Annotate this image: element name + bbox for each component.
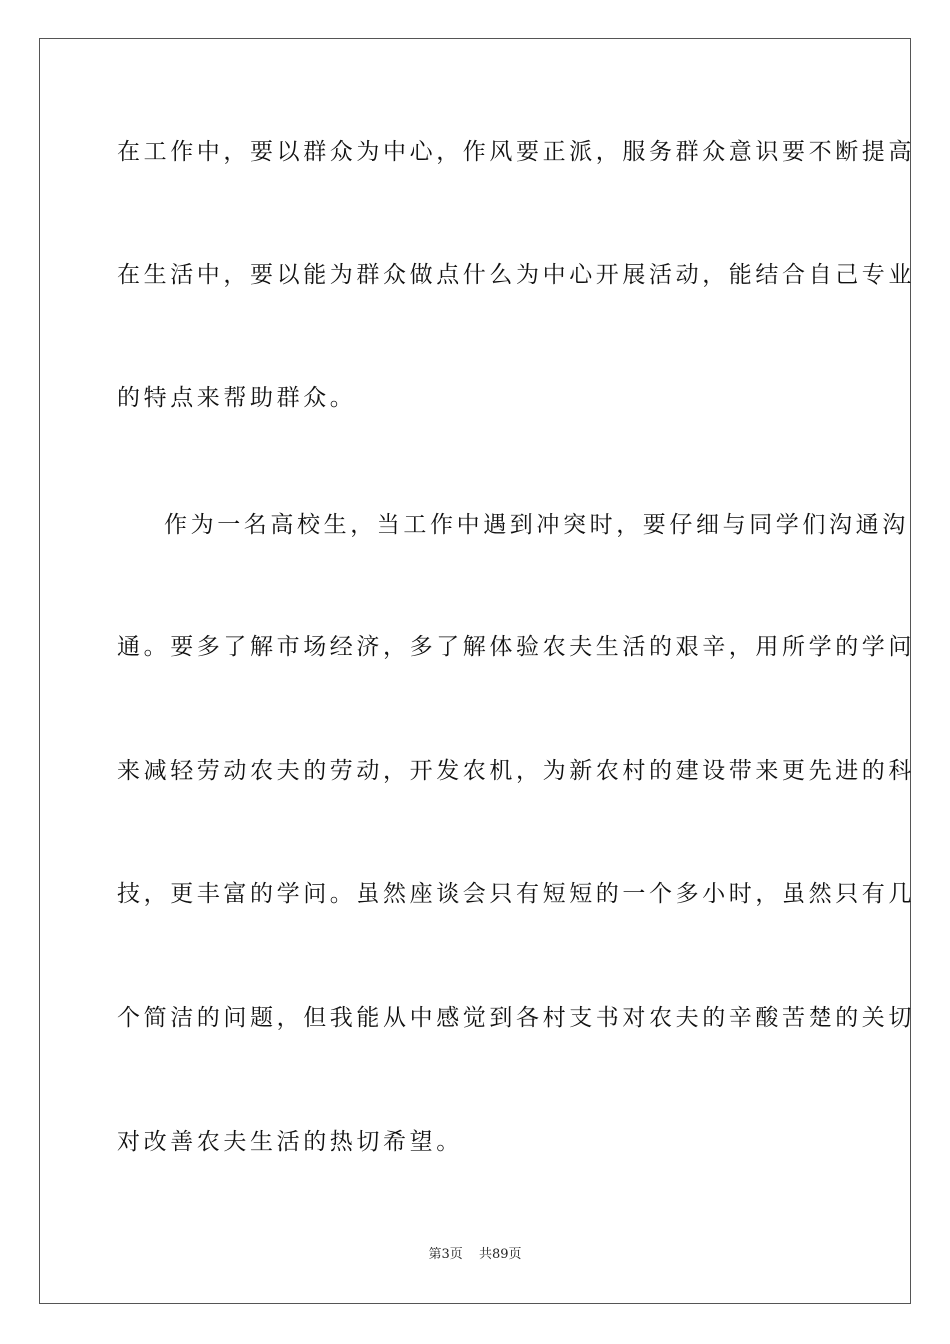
text-line-2: 在生活中，要以能为群众做点什么为中心开展活动，能结合自己专业 (117, 262, 915, 288)
page-footer (0, 1246, 950, 1264)
text-line-8: 个简洁的问题，但我能从中感觉到各村支书对农夫的辛酸苦楚的关切 (117, 1005, 915, 1031)
text-line-1: 在工作中，要以群众为中心，作风要正派，服务群众意识要不断提高 (117, 139, 915, 165)
text-line-7: 技，更丰富的学问。虽然座谈会只有短短的一个多小时，虽然只有几 (117, 881, 915, 907)
page-border (39, 38, 915, 1304)
text-line-5: 通。要多了解市场经济，多了解体验农夫生活的艰辛，用所学的学问 (117, 634, 915, 660)
text-line-9: 对改善农夫生活的热切希望。 (117, 1129, 463, 1155)
page-number-total: 共89页 (478, 1247, 522, 1262)
page-number-current: 第3页 (428, 1247, 463, 1262)
text-line-3: 的特点来帮助群众。 (117, 385, 357, 411)
text-line-4: 作为一名高校生，当工作中遇到冲突时，要仔细与同学们沟通沟 (164, 512, 909, 538)
text-line-6: 来减轻劳动农夫的劳动，开发农机，为新农村的建设带来更先进的科 (117, 758, 915, 784)
